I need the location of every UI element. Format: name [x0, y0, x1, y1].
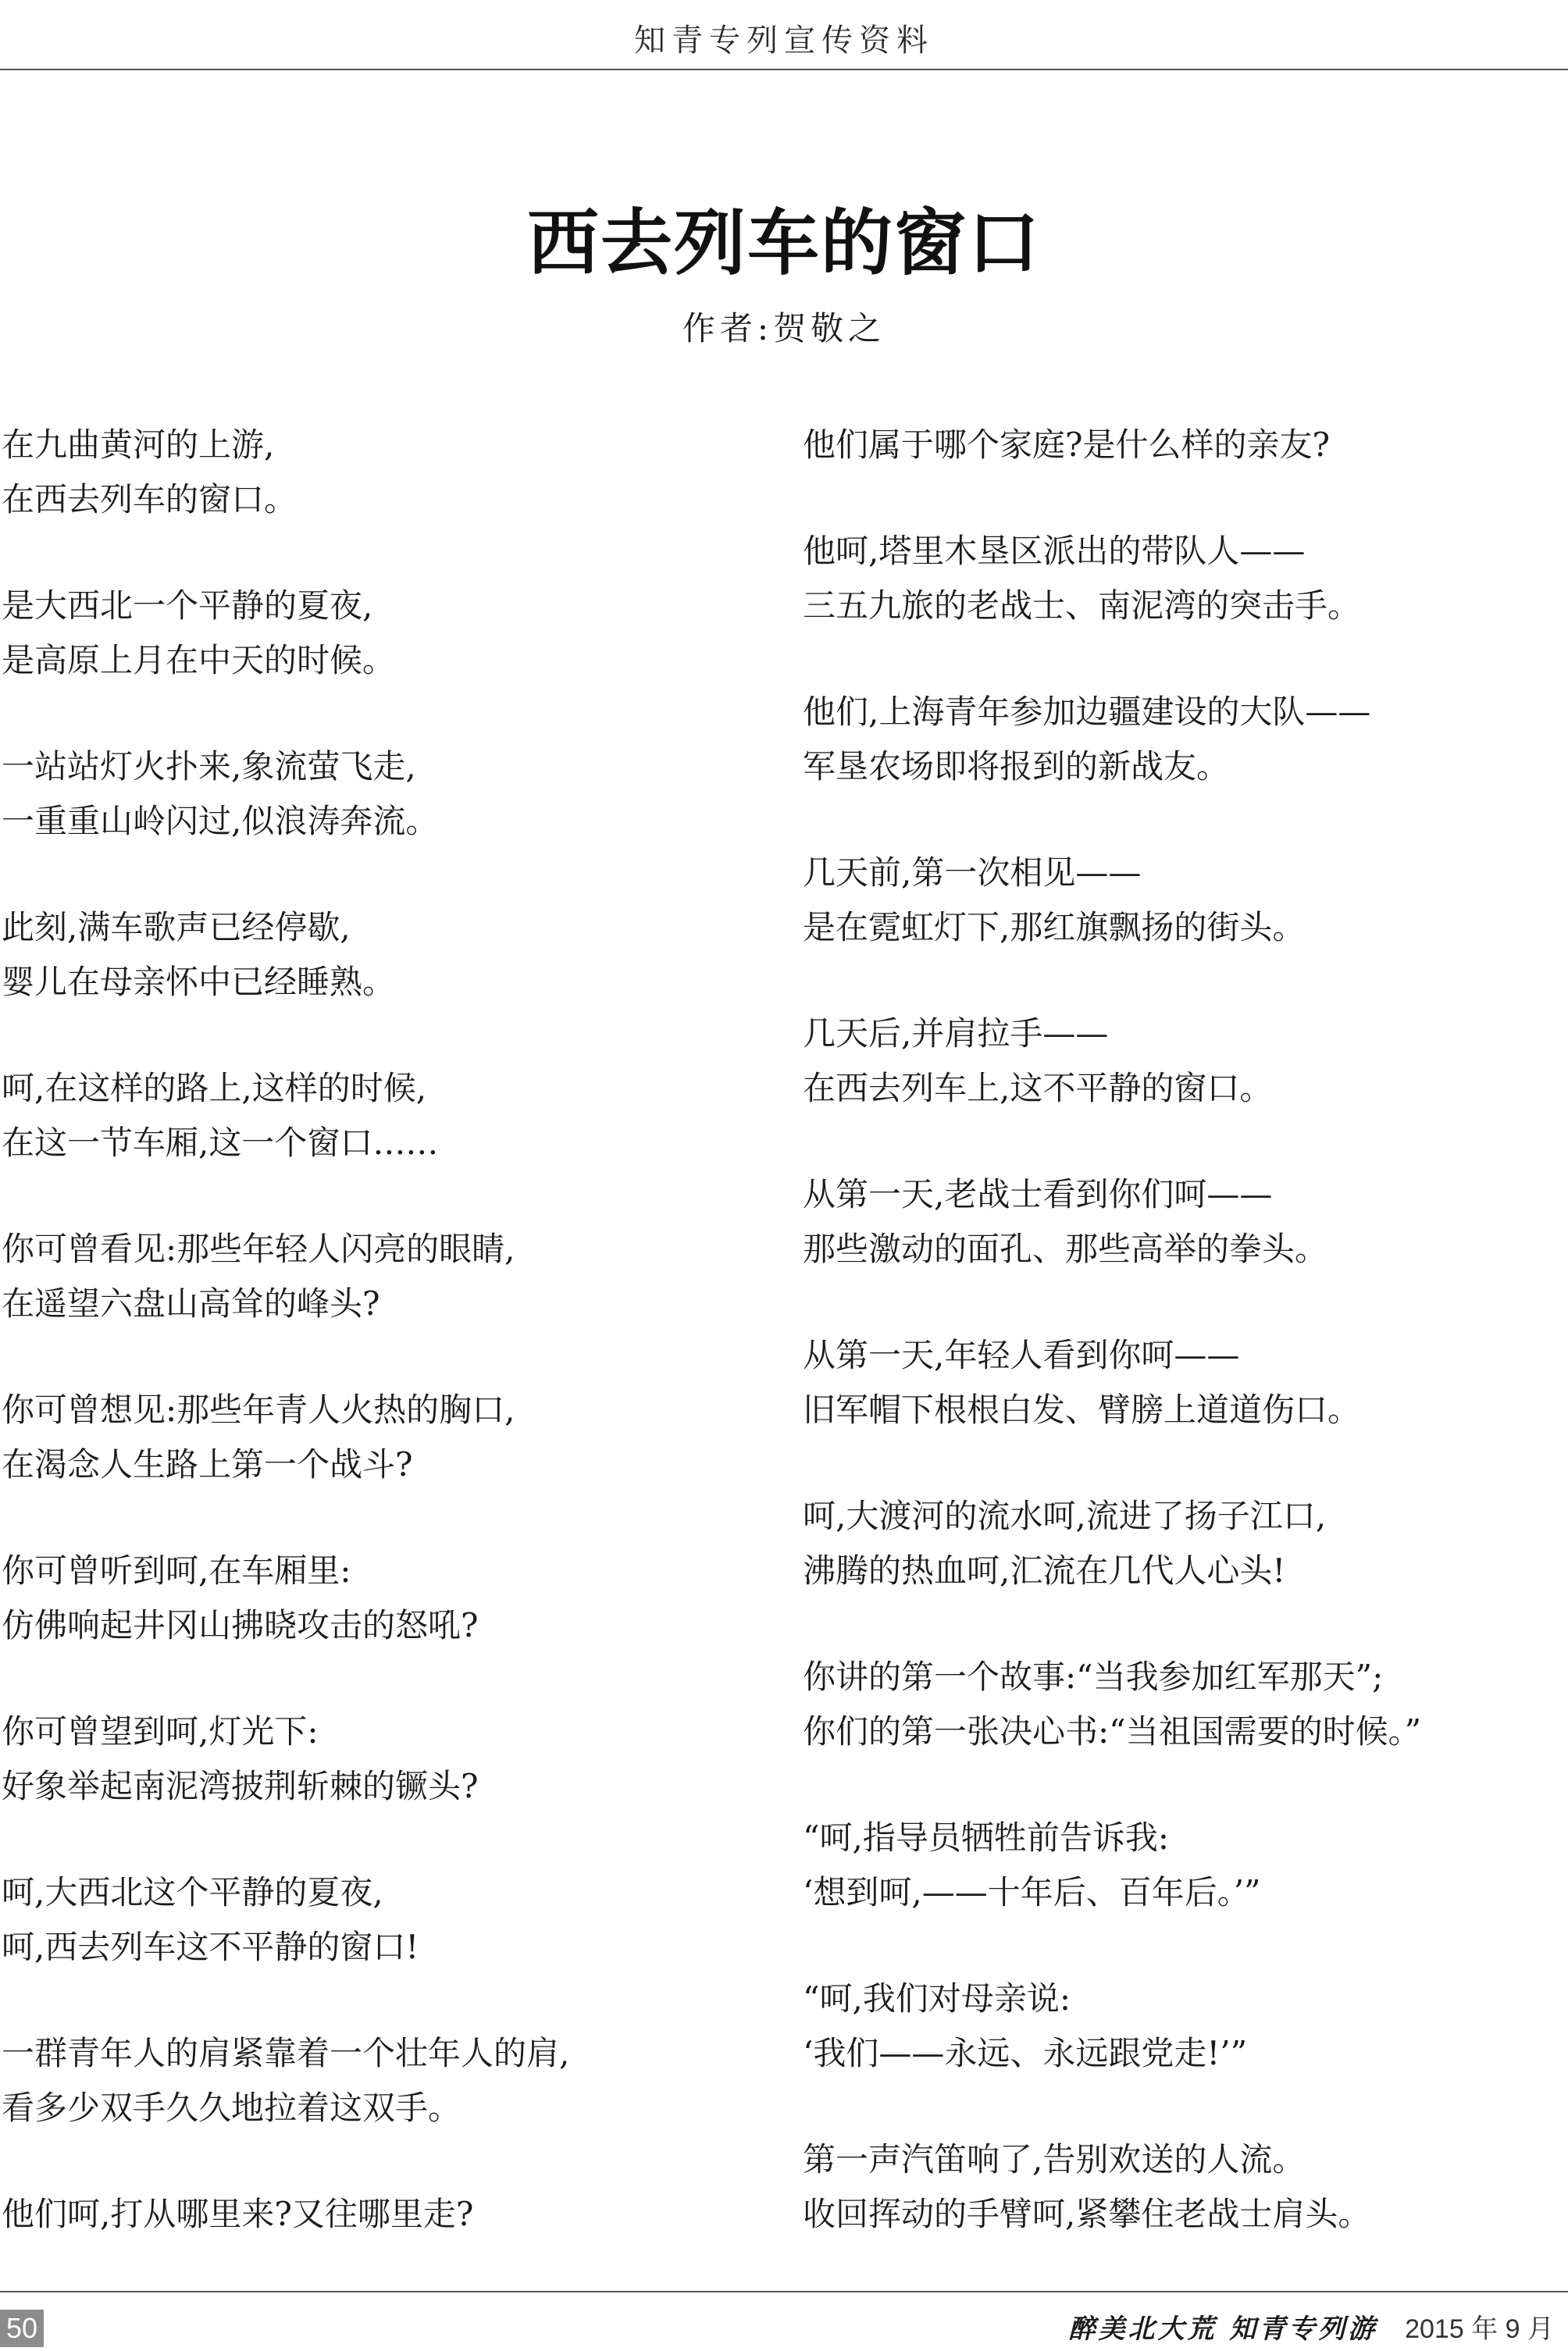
poem-line: 呵,在这样的路上,这样的时候, — [2, 1069, 427, 1107]
stanza — [2, 1865, 751, 1975]
poem-line: 仿佛响起井冈山拂晓攻击的怒吼? — [2, 1606, 479, 1644]
poem-left-column — [2, 418, 751, 2293]
poem-line: 从第一天,年轻人看到你呵—— — [803, 1336, 1240, 1374]
poem-right-column — [803, 418, 1552, 2293]
stanza — [2, 1061, 751, 1170]
stanza — [803, 2132, 1552, 2242]
stanza — [2, 2187, 751, 2242]
poem-line: 你讲的第一个故事:“当我参加红军那天”; — [803, 1658, 1384, 1696]
poem-line: 那些激动的面孔、那些高举的拳头。 — [803, 1230, 1328, 1268]
poem-line: 看多少双手久久地拉着这双手。 — [2, 2089, 461, 2127]
poem-line: 在西去列车的窗口。 — [2, 480, 298, 518]
stanza — [803, 1811, 1552, 1920]
poem-line: 他呵,塔里木垦区派出的带队人—— — [803, 532, 1306, 570]
poem-line: 呵,西去列车这不平静的窗口! — [2, 1928, 419, 1966]
stanza — [2, 900, 751, 1010]
stanza — [2, 2026, 751, 2135]
poem-line: 此刻,满车歌声已经停歇, — [2, 908, 351, 946]
poem-line: 旧军帽下根根白发、臂膀上道道伤口。 — [803, 1391, 1361, 1429]
footer-info — [1068, 2311, 1554, 2347]
running-header — [0, 0, 1568, 70]
footer-divider — [0, 2291, 1568, 2292]
stanza — [2, 579, 751, 688]
poem-line: 几天前,第一次相见—— — [803, 853, 1142, 892]
stanza — [2, 418, 751, 527]
poem-line: 三五九旅的老战士、南泥湾的突击手。 — [803, 586, 1361, 625]
stanza — [2, 1544, 751, 1653]
poem-line: 一站站灯火扑来,象流萤飞走, — [2, 747, 416, 785]
poem-line: 从第一天,老战士看到你们呵—— — [803, 1175, 1273, 1213]
stanza — [803, 1489, 1552, 1598]
poem-line: 你可曾想见:那些年青人火热的胸口, — [2, 1391, 515, 1429]
poem-line: 他们,上海青年参加边疆建设的大队—— — [803, 693, 1371, 731]
stanza — [803, 1650, 1552, 1759]
poem-line: 他们呵,打从哪里来?又往哪里走? — [2, 2195, 474, 2233]
poem-line: 你可曾看见:那些年轻人闪亮的眼睛, — [2, 1230, 515, 1268]
poem-line: 婴儿在母亲怀中已经睡熟。 — [2, 963, 396, 1001]
running-header-title: 知青专列宣传资料 — [634, 23, 934, 59]
stanza — [2, 1704, 751, 1814]
stanza — [803, 846, 1552, 955]
poem-line: 在遥望六盘山高耸的峰头? — [2, 1284, 380, 1323]
stanza — [803, 685, 1552, 794]
page-number: 50 — [0, 2310, 44, 2347]
poem-line: 在西去列车上,这不平静的窗口。 — [803, 1069, 1273, 1107]
stanza — [803, 1328, 1552, 1437]
poem-line: “呵,我们对母亲说: — [803, 1979, 1071, 2018]
poem-line: 在这一节车厢,这一个窗口…… — [2, 1124, 439, 1162]
poem-line: 第一声汽笛响了,告别欢送的人流。 — [803, 2140, 1306, 2178]
poem-line: 一群青年人的肩紧靠着一个壮年人的肩, — [2, 2034, 570, 2072]
poem-line: 在九曲黄河的上游, — [2, 426, 275, 464]
poem-line: 是在霓虹灯下,那红旗飘扬的街头。 — [803, 908, 1306, 946]
poem-line: 你可曾听到呵,在车厢里: — [2, 1551, 351, 1590]
poem-line: 一重重山岭闪过,似浪涛奔流。 — [2, 802, 439, 840]
footer-magazine-name: 醉美北大荒 知青专列游 — [1068, 2314, 1378, 2345]
poem-line: 收回挥动的手臂呵,紧攀住老战士肩头。 — [803, 2195, 1371, 2233]
stanza — [803, 1972, 1552, 2081]
poem-line: 是大西北一个平静的夏夜, — [2, 586, 373, 625]
stanza — [2, 739, 751, 849]
poem-line: 呵,大渡河的流水呵,流进了扬子江口, — [803, 1497, 1327, 1535]
poem-line: ‘想到呵,——十年后、百年后。’” — [803, 1873, 1261, 1911]
poem-line: 好象举起南泥湾披荆斩棘的镢头? — [2, 1767, 479, 1805]
stanza — [803, 1167, 1552, 1277]
poem-line: 在渴念人生路上第一个战斗? — [2, 1445, 413, 1484]
poem-line: 呵,大西北这个平静的夏夜, — [2, 1873, 383, 1911]
poem-line: “呵,指导员牺牲前告诉我: — [803, 1818, 1169, 1857]
stanza — [803, 1006, 1552, 1116]
footer-issue-date: 2015 年 9 月 — [1405, 2314, 1554, 2344]
stanza — [2, 1383, 751, 1492]
article-author: 作者:贺敬之 — [682, 309, 886, 347]
stanza — [803, 524, 1552, 633]
stanza — [2, 1222, 751, 1331]
poem-line: 他们属于哪个家庭?是什么样的亲友? — [803, 426, 1331, 464]
stanza — [803, 418, 1552, 472]
poem-line: 军垦农场即将报到的新战友。 — [803, 747, 1230, 785]
poem-line: ‘我们——永远、永远跟党走!’” — [803, 2034, 1248, 2072]
poem-line: 几天后,并肩拉手—— — [803, 1014, 1109, 1053]
poem-line: 你可曾望到呵,灯光下: — [2, 1712, 319, 1751]
article-title: 西去列车的窗口 — [526, 201, 1041, 285]
poem-line: 你们的第一张决心书:“当祖国需要的时候。” — [803, 1712, 1422, 1751]
poem-line: 是高原上月在中天的时候。 — [2, 641, 396, 679]
poem-line: 沸腾的热血呵,汇流在几代人心头! — [803, 1551, 1286, 1590]
